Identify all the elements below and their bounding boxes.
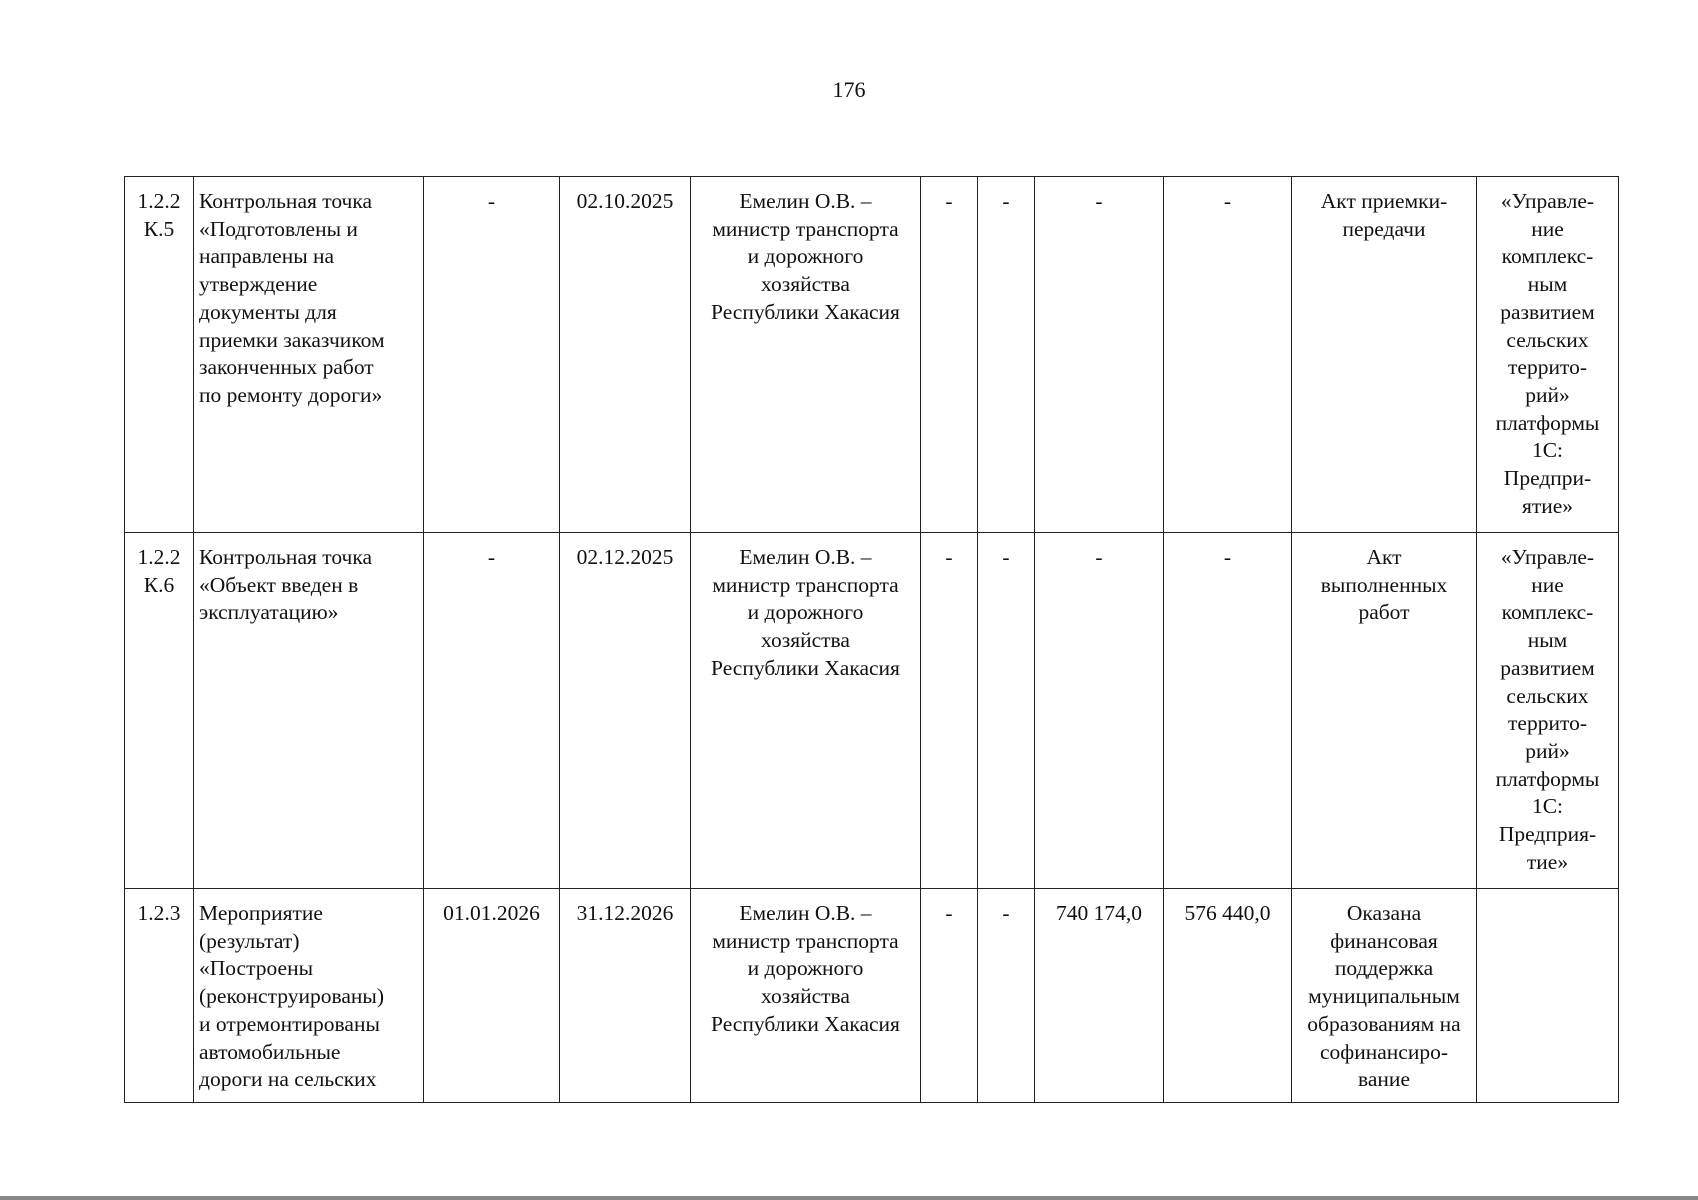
cell-name: Контрольная точка «Объект введен в эксплуатацию» bbox=[194, 533, 424, 889]
cell-name: Контрольная точка «Подготовлены и направлены на утверждение документы для приемки заказчиком законченных работ по ремонту дороги» bbox=[194, 177, 424, 533]
cell-end-date: 02.10.2025 bbox=[560, 177, 691, 533]
table-row bbox=[125, 889, 1619, 1103]
cell-responsible: Емелин О.В. – министр транспорта и дорожного хозяйства Республики Хакасия bbox=[691, 889, 921, 1103]
cell-start-date: - bbox=[424, 177, 560, 533]
cell-col8: - bbox=[1035, 177, 1164, 533]
table-body bbox=[125, 177, 1619, 1103]
cell-col9: - bbox=[1164, 533, 1292, 889]
cell-number: 1.2.3 bbox=[125, 889, 194, 1103]
cell-col6: - bbox=[921, 889, 978, 1103]
table-row bbox=[125, 177, 1619, 533]
cell-system: «Управле- ние комплекс- ным развитием сельских террито- рий» платформы 1С: Предприя- тие» bbox=[1477, 533, 1619, 889]
cell-result: Акт приемки- передачи bbox=[1292, 177, 1477, 533]
cell-number: 1.2.2 К.6 bbox=[125, 533, 194, 889]
cell-responsible: Емелин О.В. – министр транспорта и дорожного хозяйства Республики Хакасия bbox=[691, 177, 921, 533]
page-number: 176 bbox=[832, 77, 866, 102]
cell-col8: 740 174,0 bbox=[1035, 889, 1164, 1103]
cell-start-date: - bbox=[424, 533, 560, 889]
cell-name: Мероприятие (результат) «Построены (реконструированы) и отремонтированы автомобильные дороги на сельских bbox=[194, 889, 424, 1103]
cell-col8: - bbox=[1035, 533, 1164, 889]
cell-system: «Управле- ние комплекс- ным развитием сельских террито- рий» платформы 1С: Предпри- ятие» bbox=[1477, 177, 1619, 533]
cell-end-date: 02.12.2025 bbox=[560, 533, 691, 889]
cell-col6: - bbox=[921, 177, 978, 533]
cell-result: Акт выполненных работ bbox=[1292, 533, 1477, 889]
cell-col9: - bbox=[1164, 177, 1292, 533]
scan-edge bbox=[0, 1196, 1698, 1200]
cell-responsible: Емелин О.В. – министр транспорта и дорожного хозяйства Республики Хакасия bbox=[691, 533, 921, 889]
cell-col7: - bbox=[978, 889, 1035, 1103]
cell-start-date: 01.01.2026 bbox=[424, 889, 560, 1103]
cell-col7: - bbox=[978, 177, 1035, 533]
cell-system bbox=[1477, 889, 1619, 1103]
cell-col7: - bbox=[978, 533, 1035, 889]
cell-col9: 576 440,0 bbox=[1164, 889, 1292, 1103]
cell-number: 1.2.2 К.5 bbox=[125, 177, 194, 533]
plan-table bbox=[124, 176, 1619, 1103]
cell-end-date: 31.12.2026 bbox=[560, 889, 691, 1103]
cell-result: Оказана финансовая поддержка муниципальным образованиям на софинансиро- вание bbox=[1292, 889, 1477, 1103]
cell-col6: - bbox=[921, 533, 978, 889]
table-row bbox=[125, 533, 1619, 889]
